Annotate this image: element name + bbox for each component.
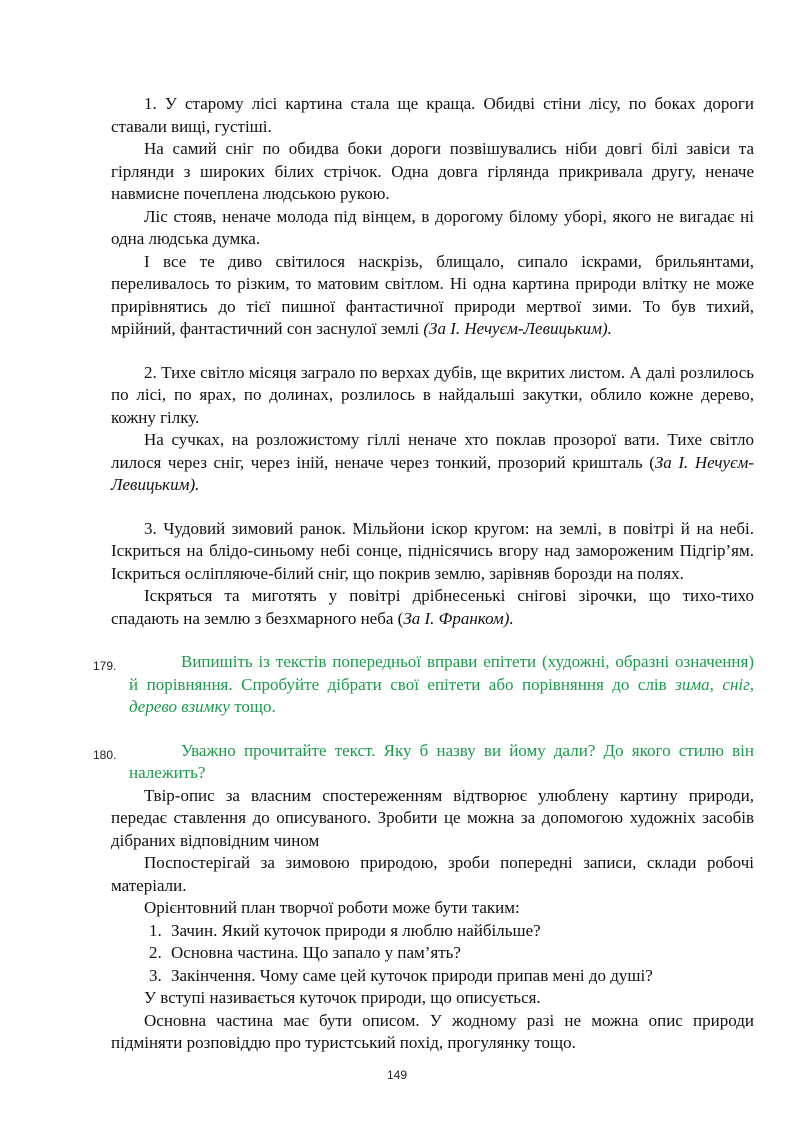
plan-item-text: Закінчення. Чому саме цей куточок природи припав мені до душі? bbox=[171, 965, 653, 985]
plan-item-text: Основна частина. Що запало у пам’ять? bbox=[171, 943, 461, 962]
text2-paragraph-1: 2. Тихе світло місяця заграло по верхах дубів, ще вкритих листом. А далі розлилось по лісі, по ярах, по долинах, розлилось в найдальші закутки, облило кожне дерево, кожну гілку. bbox=[111, 362, 754, 427]
plan-item bbox=[111, 942, 754, 965]
text4-paragraph-2: Поспостерігай за зимовою природою, зроби попередні записи, склади робочі матеріали. bbox=[111, 853, 754, 895]
exercise-180-number: 180. bbox=[93, 747, 117, 762]
plan-item bbox=[111, 965, 754, 988]
plan-item-text: Зачин. Який куточок природи я люблю найбільше? bbox=[171, 920, 541, 940]
page-number: 149 bbox=[386, 1068, 408, 1082]
text4-paragraph-3: Орієнтовний план творчої роботи може бути таким: bbox=[144, 898, 520, 917]
spacer bbox=[111, 719, 754, 740]
text1-paragraph-2: На самий сніг по обидва боки дороги позвішувались ніби довгі білі завіси та гірлянди з широких білих стрічок. Одна довга гірлянда прикривала другу, неначе навмисне почеплена людською рукою. bbox=[111, 139, 754, 203]
text2-paragraph-2-body: На сучках, на розложистому гіллі неначе хто поклав прозорої вати. Тихе світло лилося через сніг, через іній, неначе через тонкий, прозорий кришталь ( bbox=[111, 430, 754, 472]
plan-item bbox=[111, 920, 754, 943]
text1-paragraph-3: Ліс стояв, неначе молода під вінцем, в дорогому білому уборі, якого не вигадає ні одна людська думка. bbox=[111, 206, 754, 248]
text3-paragraph-2 bbox=[111, 585, 754, 630]
exercise-179-text: Випишіть із текстів попередньої вправи епітети (художні, образні означення) й порівняння. Спробуйте дібрати свої епітети або порівняння до слів bbox=[129, 652, 754, 694]
exercise-180-text: Уважно прочитайте текст. Яку б назву ви йому дали? До якого стилю він належить? bbox=[129, 740, 754, 782]
spacer bbox=[111, 497, 754, 518]
text4-paragraph-5: Основна частина має бути описом. У жодному разі не можна опис природи підміняти розповіддю про туристський похід, прогулянку тощо. bbox=[111, 1010, 754, 1052]
plan-item-number: 1. bbox=[149, 920, 162, 940]
text3-paragraph-2-body: Іскряться та миготять у повітрі дрібнесенькі снігові зірочки, що тихо-тихо спадають на землю з безхмарного неба ( bbox=[111, 586, 754, 628]
text1-source: (За І. Нечуєм-Левицьким). bbox=[423, 319, 612, 338]
text1-paragraph-4 bbox=[111, 251, 754, 341]
text3-paragraph-1: 3. Чудовий зимовий ранок. Мільйони іскор кругом: на землі, в повітрі й на небі. Іскриться на блідо-синьому небі сонце, піднісячись вгору над замороженим Підгір’ям. Іскриться осліпляюче-білий сніг, що покрив землю, зарівняв борозди на полях. bbox=[111, 518, 754, 583]
exercise-179-tail: тощо. bbox=[234, 697, 276, 716]
exercise-179 bbox=[93, 651, 754, 719]
exercise-179-words: зима, сніг, дерево взимку bbox=[129, 674, 754, 716]
exercise-179-number: 179. bbox=[93, 659, 117, 673]
text1-paragraph-1: 1. У старому лісі картина стала ще краща. Обидві стіни лісу, по боках дороги ставали вищі, густіші. bbox=[111, 94, 754, 136]
text1-paragraph-4-body: І все те диво світилося наскрізь, блищало, сипало іскрами, брильянтами, переливалось то різким, то матовим світлом. Ні одна картина природи влітку не може прирівнятись до тієї пишної фантастичної природи мертвої зими. То був тихий, мрійний, фантастичний сон заснулої землі bbox=[111, 251, 754, 338]
spacer bbox=[111, 341, 754, 362]
text4-paragraph-1: Твір-опис за власним спостереженням відтворює улюблену картину природи, передає ставлення до описуваного. Зробити це можна за допомогою художніх засобів дібраних відповідним чином bbox=[111, 785, 754, 850]
text3-source: За І. Франком). bbox=[403, 608, 514, 628]
spacer bbox=[111, 630, 754, 651]
text4-paragraph-4: У вступі називається куточок природи, що описується. bbox=[144, 988, 541, 1007]
plan-item-number: 2. bbox=[149, 943, 162, 962]
text2-source: За І. Нечуєм-Левицьким). bbox=[111, 452, 754, 494]
plan-item-number: 3. bbox=[149, 965, 162, 985]
text2-paragraph-2 bbox=[111, 429, 754, 497]
exercise-180 bbox=[93, 740, 754, 785]
page-content bbox=[93, 93, 754, 1055]
